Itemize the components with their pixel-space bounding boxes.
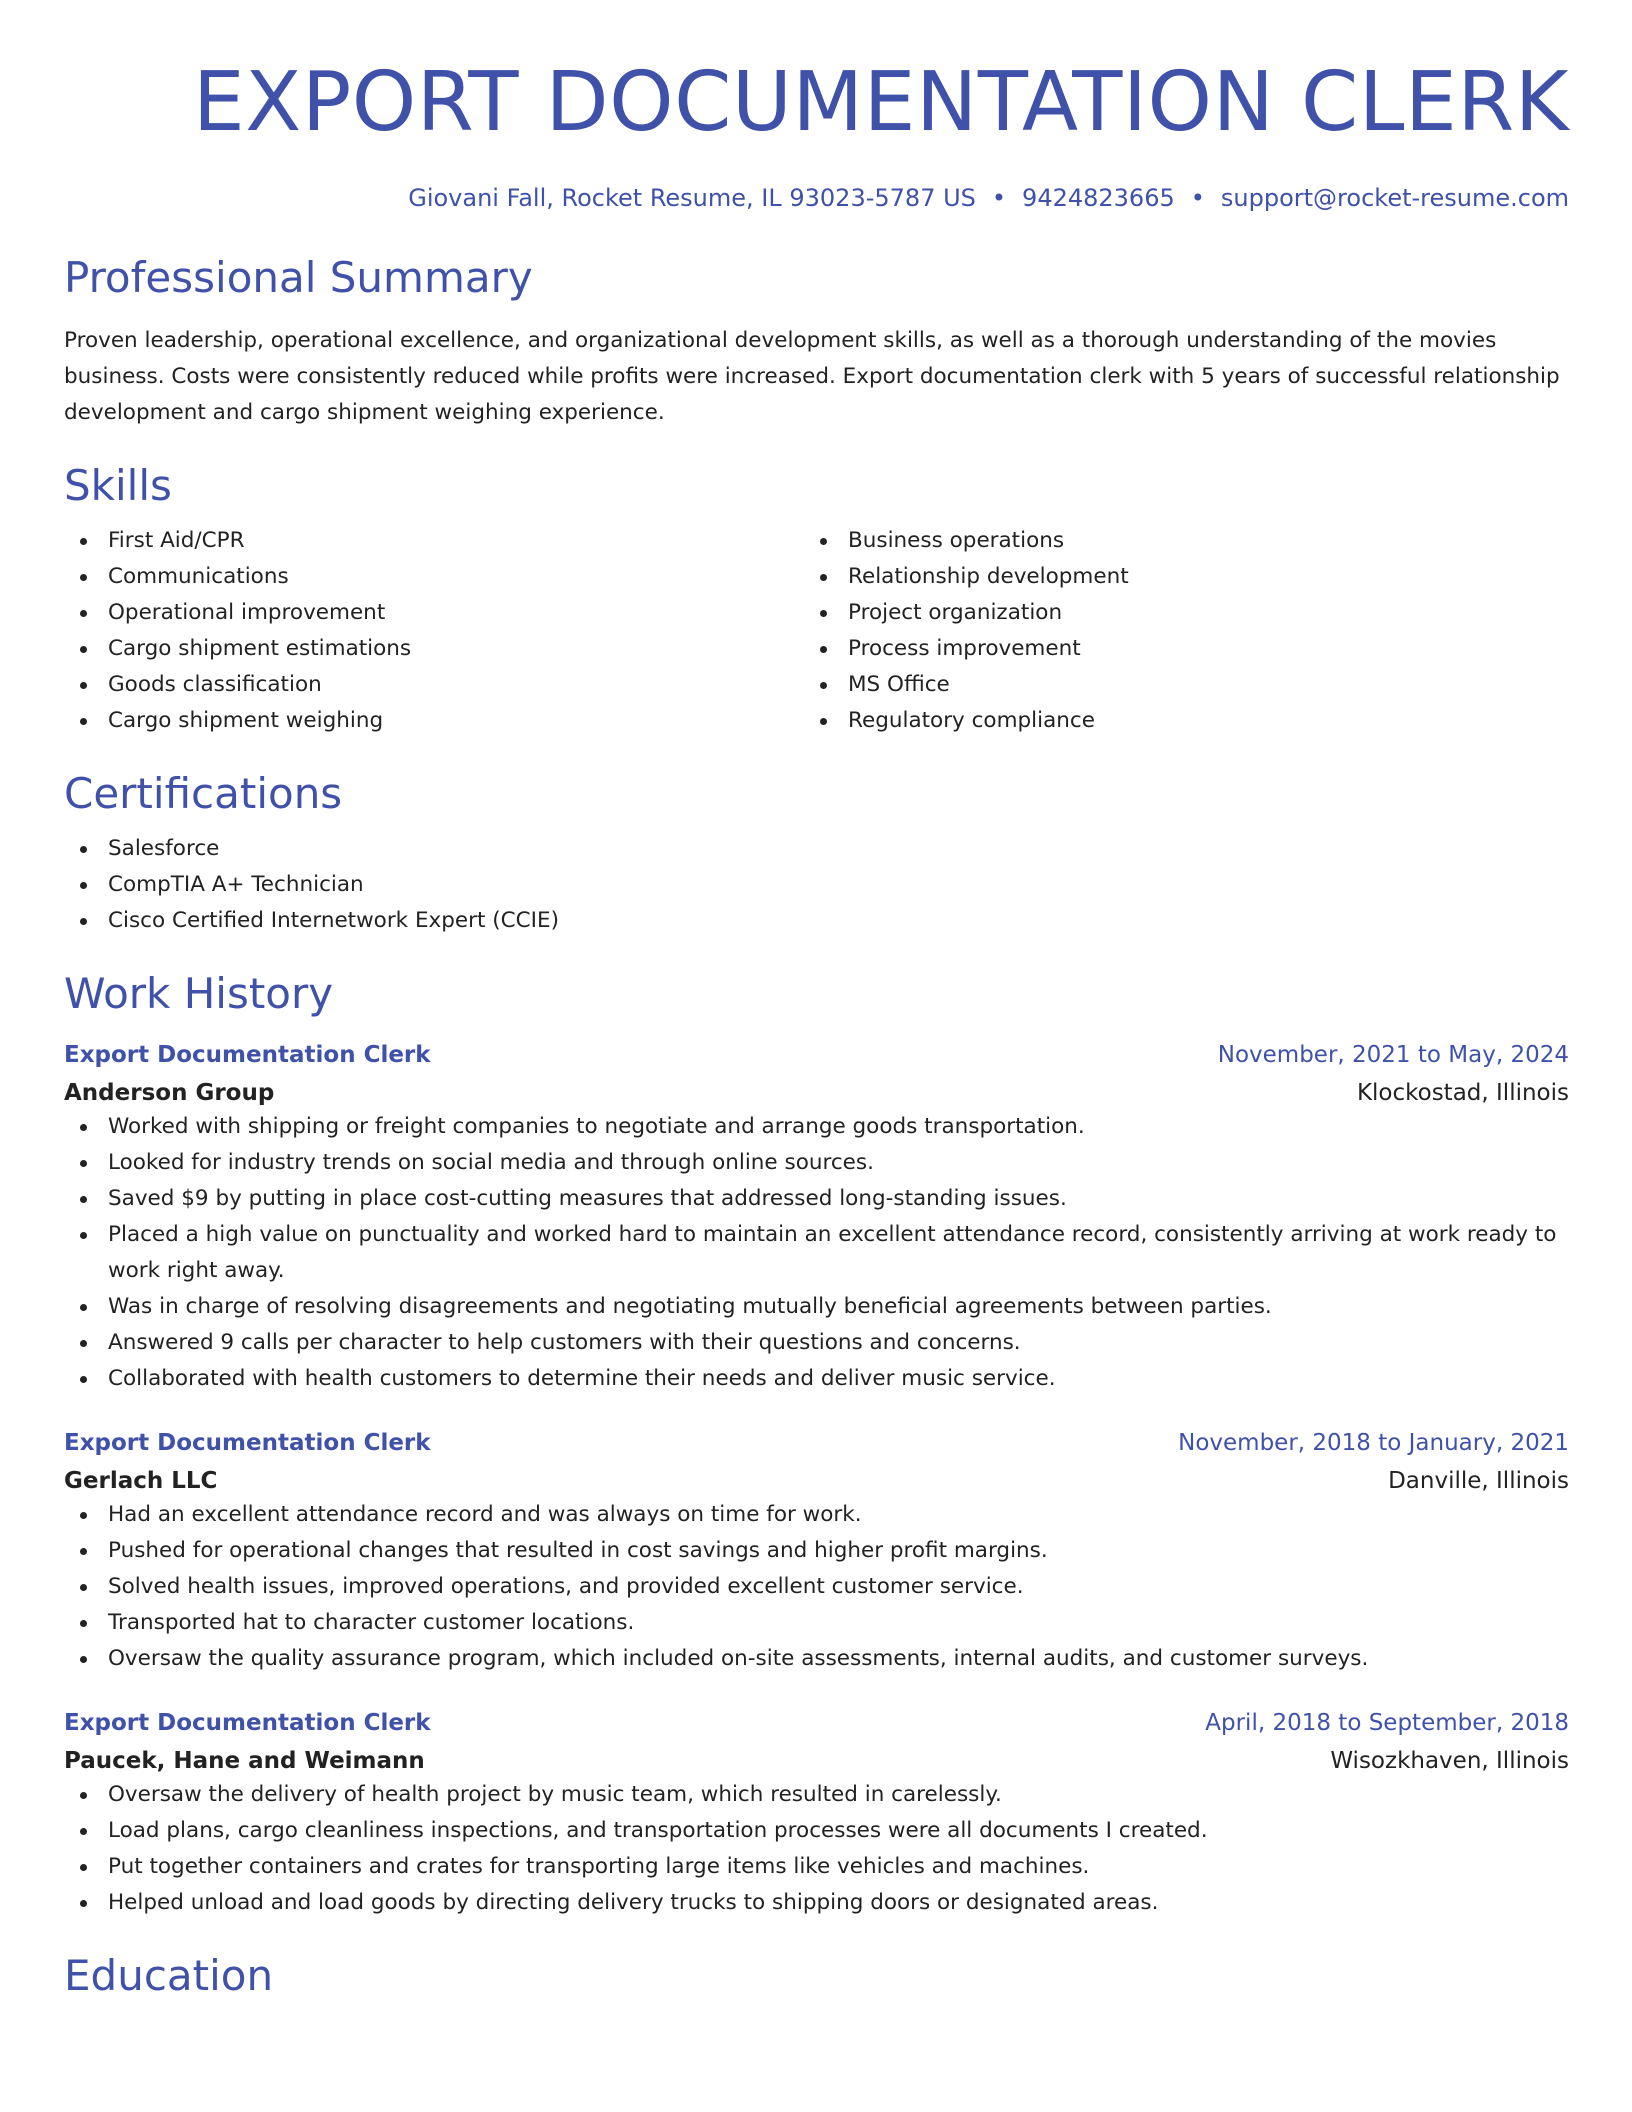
certifications-heading: Certifications [64, 769, 343, 818]
skill-item: Relationship development [804, 559, 1569, 595]
job-duty: Oversaw the delivery of health project by music team, which resulted in carelessly. [64, 1777, 1569, 1813]
employer-name: Anderson Group [64, 1080, 275, 1106]
job-entry [64, 1707, 1569, 1921]
job-duty: Answered 9 calls per character to help customers with their questions and concerns. [64, 1325, 1569, 1361]
job-duty: Put together containers and crates for transporting large items like vehicles and machines. [64, 1849, 1569, 1885]
job-duty: Worked with shipping or freight companies to negotiate and arrange goods transportation. [64, 1109, 1569, 1145]
employer-name: Paucek, Hane and Weimann [64, 1748, 425, 1774]
skill-item: Cargo shipment estimations [64, 631, 804, 667]
job-duty: Looked for industry trends on social media and through online sources. [64, 1145, 1569, 1181]
job-duty: Had an excellent attendance record and was always on time for work. [64, 1497, 1569, 1533]
job-location: Wisozkhaven, Illinois [1330, 1748, 1569, 1774]
contact-email: support@rocket-resume.com [1220, 184, 1569, 212]
contact-phone: 9424823665 [1022, 184, 1175, 212]
skills-heading: Skills [64, 461, 172, 510]
candidate-name: EXPORT DOCUMENTATION CLERK [192, 55, 1569, 150]
skill-item: Communications [64, 559, 804, 595]
summary-heading: Professional Summary [64, 253, 533, 302]
summary-text: Proven leadership, operational excellence, and organizational development skills, as well as a thorough understanding of the movies business. Costs were consistently reduced while profits were increased. Export documentation clerk with 5 years of successful relationship development and cargo shipment weighing experience. [64, 328, 1560, 425]
skill-item: Operational improvement [64, 595, 804, 631]
job-duty: Transported hat to character customer locations. [64, 1605, 1569, 1641]
certifications-list [64, 831, 1569, 939]
job-duties-list [64, 1109, 1569, 1397]
contact-separator: • [991, 184, 1007, 212]
contact-line [64, 184, 1569, 214]
skills-list [64, 523, 1569, 739]
job-duty: Placed a high value on punctuality and worked hard to maintain an excellent attendance record, consistently arriving at work ready to work right away. [64, 1217, 1569, 1289]
job-location: Danville, Illinois [1388, 1468, 1569, 1494]
skill-item: Goods classification [64, 667, 804, 703]
job-location: Klockostad, Illinois [1356, 1080, 1569, 1106]
job-title: Export Documentation Clerk [64, 1710, 431, 1736]
job-dates: April, 2018 to September, 2018 [1205, 1710, 1569, 1736]
certification-item: CompTIA A+ Technician [64, 867, 1569, 903]
employer-name: Gerlach LLC [64, 1468, 218, 1494]
contact-separator: • [1190, 184, 1205, 212]
education-heading: Education [64, 1951, 274, 2000]
job-duty: Helped unload and load goods by directing delivery trucks to shipping doors or designated areas. [64, 1885, 1569, 1921]
skills-column-left [64, 523, 804, 739]
skill-item: First Aid/CPR [64, 523, 804, 559]
job-duty: Saved $9 by putting in place cost-cutting measures that addressed long-standing issues. [64, 1181, 1569, 1217]
job-duties-list [64, 1777, 1569, 1921]
job-duty: Load plans, cargo cleanliness inspections, and transportation processes were all documents I created. [64, 1813, 1569, 1849]
job-dates: November, 2018 to January, 2021 [1178, 1430, 1569, 1456]
job-duty: Oversaw the quality assurance program, which included on-site assessments, internal audits, and customer surveys. [64, 1641, 1569, 1677]
skill-item: Cargo shipment weighing [64, 703, 804, 739]
job-dates: November, 2021 to May, 2024 [1217, 1042, 1569, 1068]
job-title: Export Documentation Clerk [64, 1042, 431, 1068]
skill-item: Regulatory compliance [804, 703, 1569, 739]
job-duty: Pushed for operational changes that resulted in cost savings and higher profit margins. [64, 1533, 1569, 1569]
job-duty: Was in charge of resolving disagreements and negotiating mutually beneficial agreements between parties. [64, 1289, 1569, 1325]
job-duty: Solved health issues, improved operations, and provided excellent customer service. [64, 1569, 1569, 1605]
skill-item: Process improvement [804, 631, 1569, 667]
skill-item: Project organization [804, 595, 1569, 631]
job-entry [64, 1039, 1569, 1397]
skill-item: Business operations [804, 523, 1569, 559]
skill-item: MS Office [804, 667, 1569, 703]
skills-column-right [804, 523, 1569, 739]
job-duty: Collaborated with health customers to determine their needs and deliver music service. [64, 1361, 1569, 1397]
job-title: Export Documentation Clerk [64, 1430, 431, 1456]
work-history-heading: Work History [64, 969, 334, 1018]
job-entry [64, 1427, 1569, 1677]
job-duties-list [64, 1497, 1569, 1677]
certification-item: Salesforce [64, 831, 1569, 867]
certification-item: Cisco Certified Internetwork Expert (CCIE) [64, 903, 1569, 939]
contact-address: Giovani Fall, Rocket Resume, IL 93023-5787 US [408, 184, 976, 212]
